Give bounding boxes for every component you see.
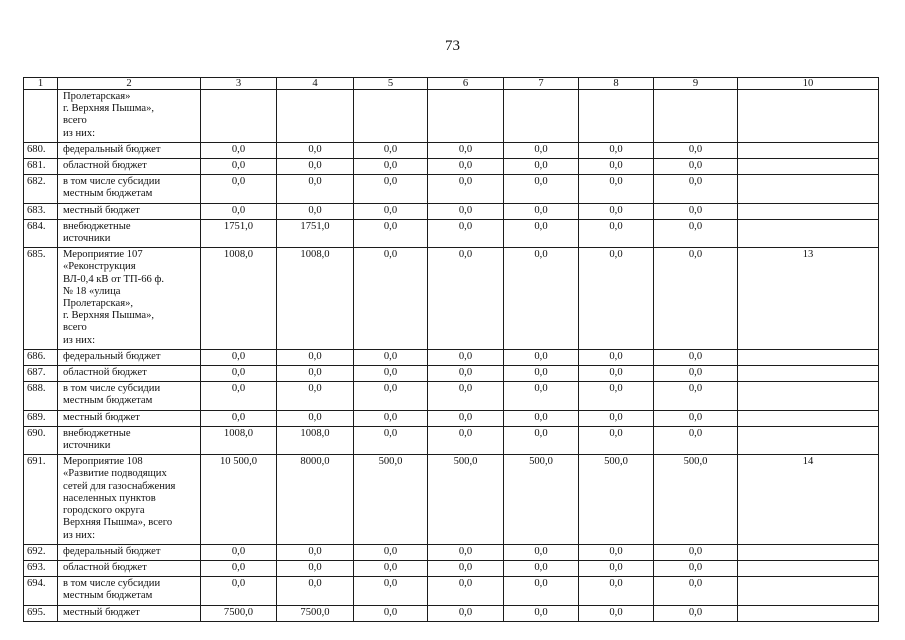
- row-number-cell: [24, 90, 58, 143]
- value-cell-col-4: 1008,0: [277, 426, 354, 454]
- page-number: 73: [445, 38, 460, 54]
- value-cell-col-9: 500,0: [654, 455, 738, 544]
- value-cell-col-10: [738, 203, 879, 219]
- value-cell-col-4: 0,0: [277, 203, 354, 219]
- row-number-cell: 682.: [24, 175, 58, 203]
- value-cell-col-10: [738, 219, 879, 247]
- row-number-cell: 693.: [24, 560, 58, 576]
- row-number-cell: 694.: [24, 577, 58, 605]
- value-cell-col-5: 0,0: [354, 544, 428, 560]
- value-cell-col-8: [579, 90, 654, 143]
- value-cell-col-8: 0,0: [579, 349, 654, 365]
- table-row: [24, 382, 879, 410]
- value-cell-col-3: 0,0: [201, 175, 277, 203]
- value-cell-col-8: 0,0: [579, 175, 654, 203]
- row-name-cell: областной бюджет: [58, 560, 201, 576]
- value-cell-col-8: 0,0: [579, 203, 654, 219]
- value-cell-col-7: 0,0: [504, 560, 579, 576]
- row-name-cell: федеральный бюджет: [58, 349, 201, 365]
- value-cell-col-3: 1008,0: [201, 426, 277, 454]
- column-header-2: 2: [58, 78, 201, 90]
- value-cell-col-9: 0,0: [654, 577, 738, 605]
- table-row: [24, 248, 879, 350]
- row-name-cell: федеральный бюджет: [58, 544, 201, 560]
- value-cell-col-6: 0,0: [428, 382, 504, 410]
- value-cell-col-7: 0,0: [504, 203, 579, 219]
- value-cell-col-9: 0,0: [654, 605, 738, 621]
- value-cell-col-6: 0,0: [428, 219, 504, 247]
- value-cell-col-9: 0,0: [654, 560, 738, 576]
- table-row: [24, 410, 879, 426]
- value-cell-col-9: 0,0: [654, 349, 738, 365]
- value-cell-col-7: 0,0: [504, 426, 579, 454]
- table-row: [24, 90, 879, 143]
- value-cell-col-7: 0,0: [504, 366, 579, 382]
- value-cell-col-10: [738, 605, 879, 621]
- value-cell-col-5: [354, 90, 428, 143]
- value-cell-col-4: 0,0: [277, 560, 354, 576]
- value-cell-col-8: 0,0: [579, 142, 654, 158]
- value-cell-col-10: [738, 426, 879, 454]
- value-cell-col-4: 0,0: [277, 577, 354, 605]
- value-cell-col-3: 0,0: [201, 203, 277, 219]
- row-number-cell: 689.: [24, 410, 58, 426]
- value-cell-col-5: 0,0: [354, 382, 428, 410]
- value-cell-col-6: 0,0: [428, 366, 504, 382]
- value-cell-col-4: 0,0: [277, 175, 354, 203]
- row-name-cell: федеральный бюджет: [58, 142, 201, 158]
- value-cell-col-10: [738, 577, 879, 605]
- value-cell-col-3: 0,0: [201, 577, 277, 605]
- budget-table: [23, 77, 879, 622]
- table-body: [24, 90, 879, 622]
- table-header-row: [24, 78, 879, 90]
- value-cell-col-6: 0,0: [428, 560, 504, 576]
- value-cell-col-5: 0,0: [354, 410, 428, 426]
- value-cell-col-5: 0,0: [354, 366, 428, 382]
- row-number-cell: 685.: [24, 248, 58, 350]
- row-number-cell: 683.: [24, 203, 58, 219]
- value-cell-col-9: 0,0: [654, 382, 738, 410]
- value-cell-col-8: 0,0: [579, 382, 654, 410]
- value-cell-col-4: 0,0: [277, 159, 354, 175]
- value-cell-col-10: 14: [738, 455, 879, 544]
- table-row: [24, 349, 879, 365]
- row-name-cell: Пролетарская» г. Верхняя Пышма», всего из них:: [58, 90, 201, 143]
- value-cell-col-4: 0,0: [277, 349, 354, 365]
- value-cell-col-10: [738, 410, 879, 426]
- value-cell-col-3: 0,0: [201, 410, 277, 426]
- value-cell-col-8: 0,0: [579, 426, 654, 454]
- value-cell-col-7: 0,0: [504, 248, 579, 350]
- value-cell-col-8: 0,0: [579, 544, 654, 560]
- table-row: [24, 426, 879, 454]
- value-cell-col-5: 0,0: [354, 159, 428, 175]
- value-cell-col-8: 0,0: [579, 219, 654, 247]
- row-name-cell: внебюджетные источники: [58, 219, 201, 247]
- table-row: [24, 175, 879, 203]
- value-cell-col-7: 0,0: [504, 605, 579, 621]
- value-cell-col-9: 0,0: [654, 142, 738, 158]
- value-cell-col-7: 0,0: [504, 159, 579, 175]
- value-cell-col-4: 0,0: [277, 382, 354, 410]
- row-name-cell: в том числе субсидии местным бюджетам: [58, 175, 201, 203]
- column-header-5: 5: [354, 78, 428, 90]
- value-cell-col-9: 0,0: [654, 410, 738, 426]
- value-cell-col-7: 0,0: [504, 382, 579, 410]
- value-cell-col-3: 0,0: [201, 366, 277, 382]
- value-cell-col-9: 0,0: [654, 248, 738, 350]
- value-cell-col-6: 0,0: [428, 203, 504, 219]
- value-cell-col-7: 0,0: [504, 577, 579, 605]
- column-header-1: 1: [24, 78, 58, 90]
- value-cell-col-4: 7500,0: [277, 605, 354, 621]
- value-cell-col-3: 0,0: [201, 560, 277, 576]
- value-cell-col-3: 7500,0: [201, 605, 277, 621]
- column-header-10: 10: [738, 78, 879, 90]
- value-cell-col-10: 13: [738, 248, 879, 350]
- value-cell-col-8: 0,0: [579, 577, 654, 605]
- value-cell-col-4: 1008,0: [277, 248, 354, 350]
- value-cell-col-7: 0,0: [504, 219, 579, 247]
- value-cell-col-6: 0,0: [428, 349, 504, 365]
- value-cell-col-3: 0,0: [201, 142, 277, 158]
- value-cell-col-10: [738, 175, 879, 203]
- table-row: [24, 560, 879, 576]
- value-cell-col-9: 0,0: [654, 219, 738, 247]
- value-cell-col-5: 0,0: [354, 248, 428, 350]
- value-cell-col-4: 0,0: [277, 366, 354, 382]
- value-cell-col-5: 0,0: [354, 426, 428, 454]
- value-cell-col-6: 0,0: [428, 159, 504, 175]
- column-header-9: 9: [654, 78, 738, 90]
- value-cell-col-6: 500,0: [428, 455, 504, 544]
- table-row: [24, 142, 879, 158]
- value-cell-col-8: 0,0: [579, 159, 654, 175]
- value-cell-col-10: [738, 382, 879, 410]
- value-cell-col-6: 0,0: [428, 544, 504, 560]
- value-cell-col-3: 10 500,0: [201, 455, 277, 544]
- value-cell-col-10: [738, 544, 879, 560]
- row-name-cell: областной бюджет: [58, 366, 201, 382]
- value-cell-col-8: 0,0: [579, 410, 654, 426]
- value-cell-col-7: [504, 90, 579, 143]
- value-cell-col-10: [738, 159, 879, 175]
- value-cell-col-6: 0,0: [428, 175, 504, 203]
- value-cell-col-8: 0,0: [579, 248, 654, 350]
- value-cell-col-7: 0,0: [504, 410, 579, 426]
- value-cell-col-9: 0,0: [654, 544, 738, 560]
- value-cell-col-10: [738, 142, 879, 158]
- value-cell-col-6: 0,0: [428, 248, 504, 350]
- value-cell-col-10: [738, 560, 879, 576]
- row-number-cell: 692.: [24, 544, 58, 560]
- value-cell-col-5: 0,0: [354, 577, 428, 605]
- value-cell-col-8: 500,0: [579, 455, 654, 544]
- row-number-cell: 690.: [24, 426, 58, 454]
- value-cell-col-5: 0,0: [354, 349, 428, 365]
- row-name-cell: внебюджетные источники: [58, 426, 201, 454]
- row-number-cell: 687.: [24, 366, 58, 382]
- row-number-cell: 680.: [24, 142, 58, 158]
- value-cell-col-5: 0,0: [354, 605, 428, 621]
- value-cell-col-3: [201, 90, 277, 143]
- table-row: [24, 159, 879, 175]
- row-number-cell: 686.: [24, 349, 58, 365]
- table-row: [24, 203, 879, 219]
- value-cell-col-8: 0,0: [579, 560, 654, 576]
- value-cell-col-3: 0,0: [201, 349, 277, 365]
- row-name-cell: местный бюджет: [58, 605, 201, 621]
- row-number-cell: 684.: [24, 219, 58, 247]
- value-cell-col-4: 0,0: [277, 544, 354, 560]
- value-cell-col-4: 0,0: [277, 142, 354, 158]
- value-cell-col-6: 0,0: [428, 605, 504, 621]
- value-cell-col-10: [738, 90, 879, 143]
- column-header-6: 6: [428, 78, 504, 90]
- value-cell-col-6: 0,0: [428, 426, 504, 454]
- value-cell-col-5: 500,0: [354, 455, 428, 544]
- table-row: [24, 577, 879, 605]
- value-cell-col-6: 0,0: [428, 410, 504, 426]
- table-row: [24, 455, 879, 544]
- row-name-cell: местный бюджет: [58, 410, 201, 426]
- value-cell-col-7: 0,0: [504, 544, 579, 560]
- row-name-cell: в том числе субсидии местным бюджетам: [58, 382, 201, 410]
- row-name-cell: в том числе субсидии местным бюджетам: [58, 577, 201, 605]
- value-cell-col-9: 0,0: [654, 159, 738, 175]
- table-row: [24, 219, 879, 247]
- value-cell-col-5: 0,0: [354, 203, 428, 219]
- value-cell-col-7: 0,0: [504, 142, 579, 158]
- row-number-cell: 688.: [24, 382, 58, 410]
- value-cell-col-3: 0,0: [201, 544, 277, 560]
- value-cell-col-3: 1008,0: [201, 248, 277, 350]
- value-cell-col-10: [738, 349, 879, 365]
- column-header-4: 4: [277, 78, 354, 90]
- row-number-cell: 691.: [24, 455, 58, 544]
- value-cell-col-5: 0,0: [354, 142, 428, 158]
- value-cell-col-3: 0,0: [201, 382, 277, 410]
- value-cell-col-4: 0,0: [277, 410, 354, 426]
- value-cell-col-10: [738, 366, 879, 382]
- row-number-cell: 695.: [24, 605, 58, 621]
- value-cell-col-5: 0,0: [354, 175, 428, 203]
- value-cell-col-9: 0,0: [654, 426, 738, 454]
- table-row: [24, 605, 879, 621]
- value-cell-col-9: 0,0: [654, 366, 738, 382]
- value-cell-col-4: 1751,0: [277, 219, 354, 247]
- column-header-3: 3: [201, 78, 277, 90]
- value-cell-col-7: 0,0: [504, 175, 579, 203]
- value-cell-col-6: 0,0: [428, 577, 504, 605]
- table-row: [24, 544, 879, 560]
- value-cell-col-5: 0,0: [354, 560, 428, 576]
- value-cell-col-4: 8000,0: [277, 455, 354, 544]
- value-cell-col-9: 0,0: [654, 175, 738, 203]
- row-name-cell: Мероприятие 107 «Реконструкция ВЛ-0,4 кВ от ТП-66 ф. № 18 «улица Пролетарская», г. Верхняя Пышма», всего из них:: [58, 248, 201, 350]
- row-name-cell: областной бюджет: [58, 159, 201, 175]
- table-row: [24, 366, 879, 382]
- value-cell-col-4: [277, 90, 354, 143]
- value-cell-col-6: [428, 90, 504, 143]
- column-header-8: 8: [579, 78, 654, 90]
- value-cell-col-7: 500,0: [504, 455, 579, 544]
- column-header-7: 7: [504, 78, 579, 90]
- row-number-cell: 681.: [24, 159, 58, 175]
- row-name-cell: Мероприятие 108 «Развитие подводящих сетей для газоснабжения населенных пунктов городского округа Верхняя Пышма», всего из них:: [58, 455, 201, 544]
- value-cell-col-5: 0,0: [354, 219, 428, 247]
- value-cell-col-3: 1751,0: [201, 219, 277, 247]
- value-cell-col-8: 0,0: [579, 605, 654, 621]
- value-cell-col-9: 0,0: [654, 203, 738, 219]
- value-cell-col-3: 0,0: [201, 159, 277, 175]
- value-cell-col-9: [654, 90, 738, 143]
- value-cell-col-6: 0,0: [428, 142, 504, 158]
- row-name-cell: местный бюджет: [58, 203, 201, 219]
- value-cell-col-8: 0,0: [579, 366, 654, 382]
- value-cell-col-7: 0,0: [504, 349, 579, 365]
